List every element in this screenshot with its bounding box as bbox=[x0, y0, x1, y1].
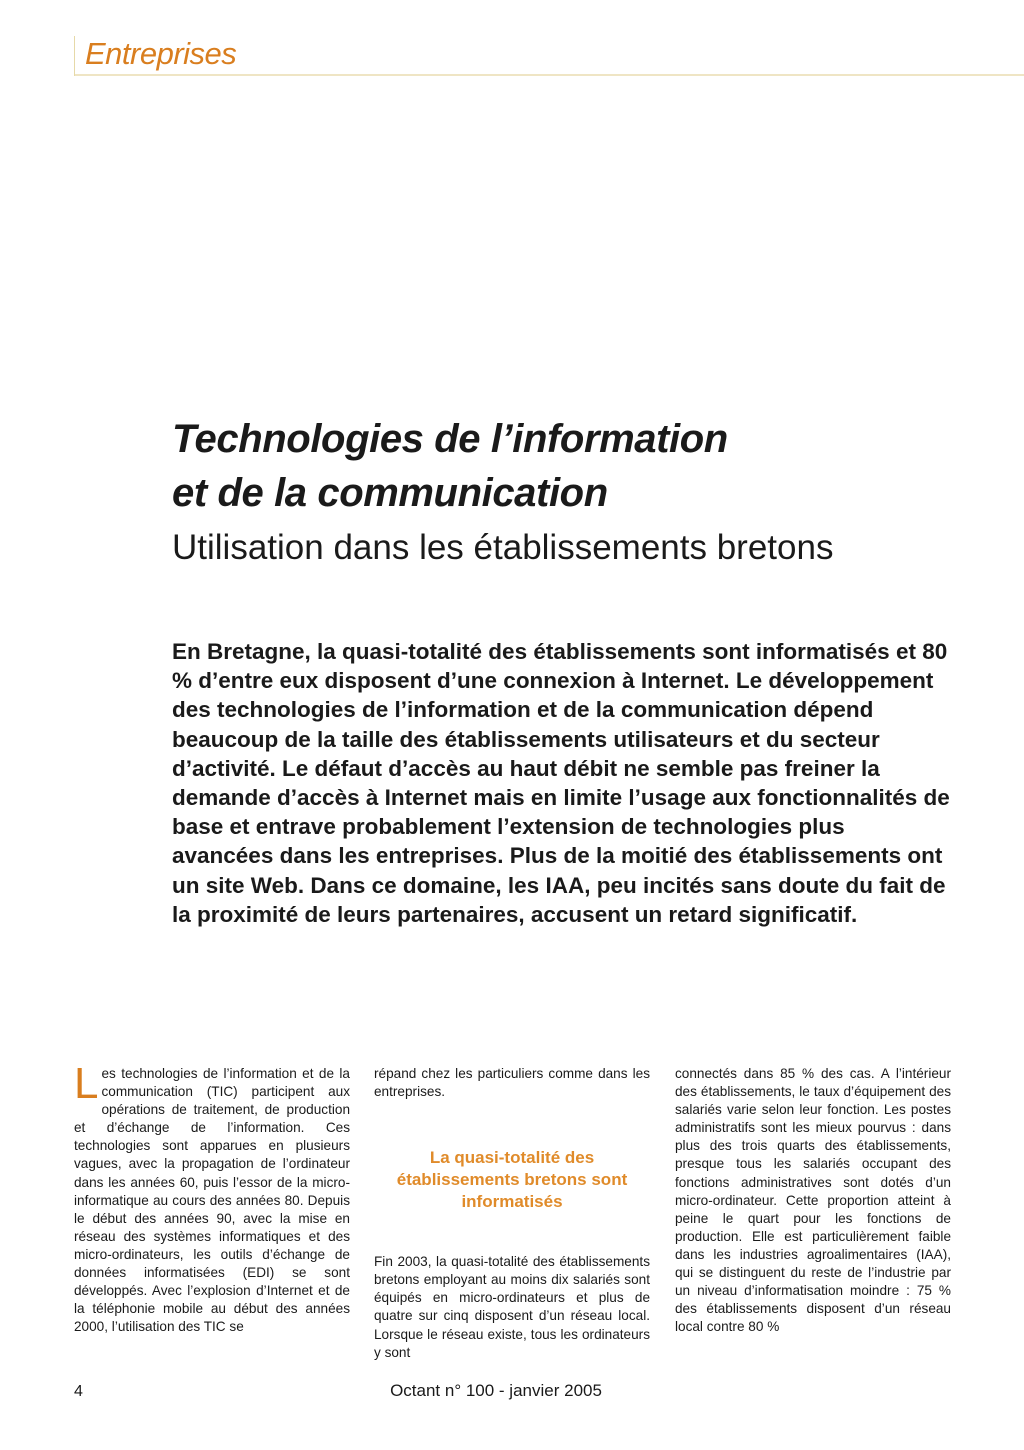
drop-cap: L bbox=[74, 1059, 99, 1108]
body-column-1 bbox=[74, 1059, 350, 1336]
article-title-block bbox=[172, 412, 972, 576]
body-column-3 bbox=[675, 1065, 951, 1336]
article-title-line-1: Technologies de l’information bbox=[172, 417, 728, 461]
section-label: Entreprises bbox=[85, 36, 237, 71]
page-number: 4 bbox=[74, 1383, 83, 1400]
column-2-bottom-paragraph: Fin 2003, la quasi-totalité des établissements bretons employant au moins dix salariés sont équipés en micro-ordinateurs et plus de quatre sur cinq disposent d’un réseau local. Lorsque le réseau existe, tous les ordinateurs y sont bbox=[374, 1254, 650, 1360]
column-1-text: es technologies de l’information et de la communication (TIC) participent aux opérations de traitement, de production et d’échange de l’information. Ces technologies sont apparues en plusieurs vagues, avec la propagation de l’ordinateur dans les années 60, puis l’essor de la micro-informatique au cours des années 80. Depuis le début des années 90, avec la mise en réseau des systèmes informatiques et des micro-ordinateurs, les outils d’échange de données informatisées (EDI) se sont développés. Avec l’explosion d’Internet et de la téléphonie mobile au début des années 2000, l’utilisation des TIC se bbox=[74, 1066, 350, 1335]
column-3-paragraph: connectés dans 85 % des cas. A l’intérieur des établissements, le taux d’équipement des salariés varie selon leur fonction. Les postes administratifs sont les mieux pourvus : dans plus des trois quarts des établissements, presque tous les salariés occupant des fonctions administratives sont dotés d’un micro-ordinateur. Cette proportion atteint à peine le quart pour les fonctions de production. Elle est particulièrement faible dans les industries agroalimentaires (IAA), qui se distinguent du reste de l’industrie par un niveau d’informatisation moindre : 75 % des établissements disposent d’un réseau local contre 80 % bbox=[675, 1066, 951, 1335]
section-subheading: La quasi-totalité des établissements bretons sont informatisés bbox=[396, 1148, 628, 1212]
section-header bbox=[74, 36, 1024, 76]
article-subtitle: Utilisation dans les établissements bretons bbox=[172, 528, 834, 567]
article-title-line-2: et de la communication bbox=[172, 471, 608, 515]
body-column-2 bbox=[374, 1065, 650, 1362]
publication-footer: Octant n° 100 - janvier 2005 bbox=[390, 1381, 602, 1400]
column-2-top-paragraph: répand chez les particuliers comme dans les entreprises. bbox=[374, 1066, 650, 1100]
column-1-paragraph bbox=[74, 1059, 350, 1336]
header-rule bbox=[75, 74, 1024, 76]
lead-paragraph: En Bretagne, la quasi-totalité des établissements sont informatisés et 80 % d’entre eux disposent d’une connexion à Internet. Le développement des technologies de l’information et de la communication dépend beaucoup de la taille des établissements utilisateurs et du secteur d’activité. Le défaut d’accès au haut débit ne semble pas freiner la demande d’accès à Internet mais en limite l’usage aux fonctionnalités de base et entrave probablement l’extension de technologies plus avancées dans les entreprises. Plus de la moitié des établissements ont un site Web. Dans ce domaine, les IAA, peu incités sans doute du fait de la proximité de leurs partenaires, accusent un retard significatif. bbox=[172, 639, 950, 927]
